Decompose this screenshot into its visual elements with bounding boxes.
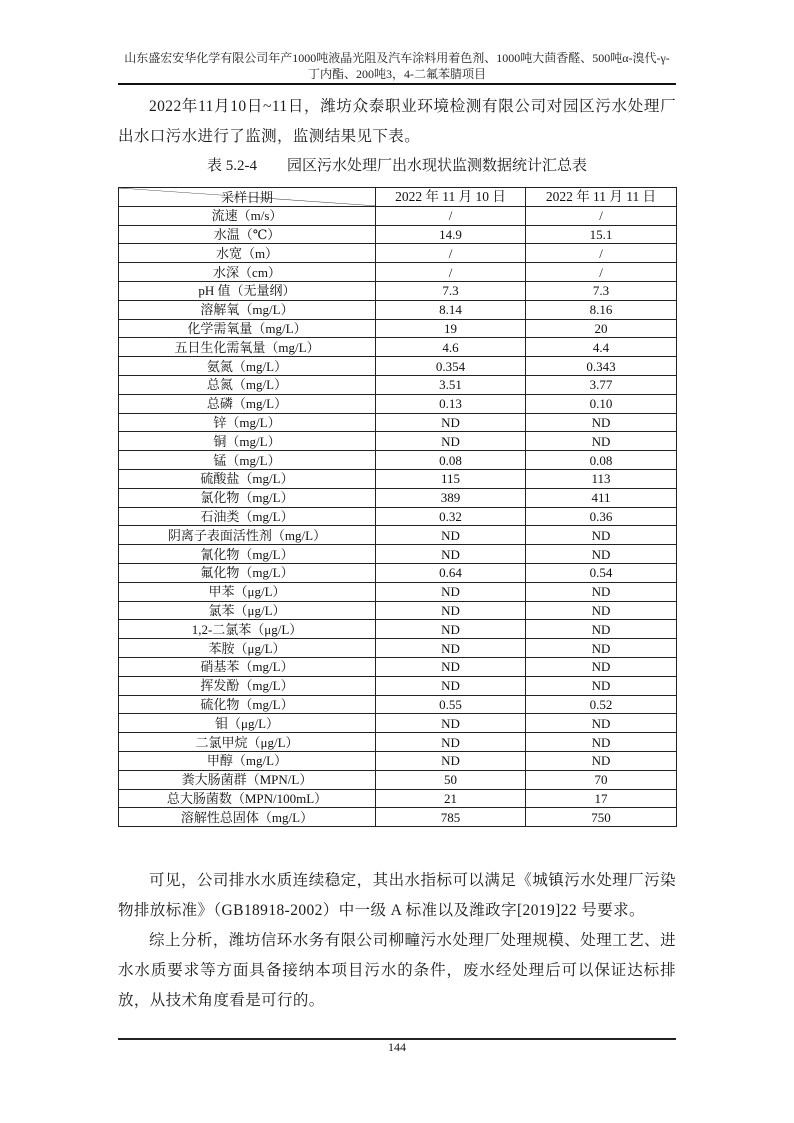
value-cell-date-1: ND bbox=[376, 545, 526, 564]
value-cell-date-2: 0.08 bbox=[526, 451, 677, 470]
value-cell-date-2: / bbox=[526, 206, 677, 225]
item-cell: 五日生化需氧量（mg/L） bbox=[119, 338, 376, 357]
value-cell-date-2: ND bbox=[526, 676, 677, 695]
value-cell-date-2: 70 bbox=[526, 770, 677, 789]
table-row bbox=[119, 206, 677, 225]
item-cell: 铜（mg/L） bbox=[119, 432, 376, 451]
value-cell-date-2: ND bbox=[526, 639, 677, 658]
item-cell: 1,2-二氯苯（μg/L） bbox=[119, 620, 376, 639]
table-header-row bbox=[119, 188, 677, 207]
header-line-1: 山东盛宏安华化学有限公司年产1000吨液晶光阻及汽车涂料用着色剂、1000吨大茴香醛、500吨α-溴代-γ- bbox=[124, 51, 670, 65]
value-cell-date-2: 0.343 bbox=[526, 357, 677, 376]
value-cell-date-1: ND bbox=[376, 676, 526, 695]
table-row bbox=[119, 582, 677, 601]
value-cell-date-1: 785 bbox=[376, 808, 526, 827]
value-cell-date-2: ND bbox=[526, 582, 677, 601]
value-cell-date-2: ND bbox=[526, 751, 677, 770]
table-row bbox=[119, 563, 677, 582]
value-cell-date-1: ND bbox=[376, 657, 526, 676]
table-row bbox=[119, 676, 677, 695]
column-header-date-1: 2022 年 11 月 10 日 bbox=[376, 188, 526, 207]
table-row bbox=[119, 225, 677, 244]
item-cell: 氯苯（μg/L） bbox=[119, 601, 376, 620]
value-cell-date-1: 0.64 bbox=[376, 563, 526, 582]
table-row bbox=[119, 451, 677, 470]
item-cell: 二氯甲烷（μg/L） bbox=[119, 733, 376, 752]
item-cell: 挥发酚（mg/L） bbox=[119, 676, 376, 695]
item-cell: 钼（μg/L） bbox=[119, 714, 376, 733]
item-cell: 总磷（mg/L） bbox=[119, 394, 376, 413]
value-cell-date-1: / bbox=[376, 206, 526, 225]
table-row bbox=[119, 789, 677, 808]
value-cell-date-1: ND bbox=[376, 582, 526, 601]
conclusion-paragraph-1: 可见，公司排水水质连续稳定，其出水指标可以满足《城镇污水处理厂污染物排放标准》（GB18918-2002）中一级 A 标准以及潍政字[2019]22 号要求。 bbox=[118, 872, 676, 919]
item-cell: pH 值（无量纲） bbox=[119, 281, 376, 300]
table-row bbox=[119, 751, 677, 770]
value-cell-date-2: 411 bbox=[526, 488, 677, 507]
item-cell: 流速（m/s） bbox=[119, 206, 376, 225]
table-row bbox=[119, 601, 677, 620]
value-cell-date-1: 3.51 bbox=[376, 375, 526, 394]
value-cell-date-2: ND bbox=[526, 714, 677, 733]
table-row bbox=[119, 808, 677, 827]
table-row bbox=[119, 394, 677, 413]
value-cell-date-2: 113 bbox=[526, 469, 677, 488]
item-cell: 甲苯（μg/L） bbox=[119, 582, 376, 601]
item-cell: 锰（mg/L） bbox=[119, 451, 376, 470]
item-cell: 粪大肠菌群（MPN/L） bbox=[119, 770, 376, 789]
value-cell-date-2: ND bbox=[526, 620, 677, 639]
value-cell-date-2: 3.77 bbox=[526, 375, 677, 394]
value-cell-date-1: / bbox=[376, 244, 526, 263]
header-date-label: 采样日期 bbox=[220, 190, 273, 205]
value-cell-date-1: 14.9 bbox=[376, 225, 526, 244]
conclusion-paragraph-2: 综上分析，潍坊信环水务有限公司柳疃污水处理厂处理规模、处理工艺、进水水质要求等方面具备接纳本项目污水的条件，废水经处理后可以保证达标排放，从技术角度看是可行的。 bbox=[118, 932, 676, 1009]
value-cell-date-2: 4.4 bbox=[526, 338, 677, 357]
item-cell: 水深（cm） bbox=[119, 263, 376, 282]
value-cell-date-1: ND bbox=[376, 620, 526, 639]
value-cell-date-2: ND bbox=[526, 432, 677, 451]
table-row bbox=[119, 263, 677, 282]
page-header bbox=[118, 50, 676, 82]
table-row bbox=[119, 244, 677, 263]
item-cell: 总氮（mg/L） bbox=[119, 375, 376, 394]
value-cell-date-2: / bbox=[526, 263, 677, 282]
monitoring-data-table bbox=[118, 187, 677, 827]
table-row bbox=[119, 319, 677, 338]
item-cell: 阴离子表面活性剂（mg/L） bbox=[119, 526, 376, 545]
value-cell-date-1: ND bbox=[376, 714, 526, 733]
table-row bbox=[119, 488, 677, 507]
table-row bbox=[119, 733, 677, 752]
item-cell: 氯化物（mg/L） bbox=[119, 488, 376, 507]
value-cell-date-1: 21 bbox=[376, 789, 526, 808]
table-row bbox=[119, 413, 677, 432]
value-cell-date-1: 8.14 bbox=[376, 300, 526, 319]
item-cell: 氰化物（mg/L） bbox=[119, 545, 376, 564]
header-line-2: 丁内酯、200吨3，4-二氟苯腈项目 bbox=[308, 67, 486, 81]
table-title: 园区污水处理厂出水现状监测数据统计汇总表 bbox=[286, 158, 587, 174]
table-body bbox=[119, 206, 677, 826]
value-cell-date-2: 7.3 bbox=[526, 281, 677, 300]
table-row bbox=[119, 469, 677, 488]
table-row bbox=[119, 526, 677, 545]
value-cell-date-2: 0.52 bbox=[526, 695, 677, 714]
item-cell: 苯胺（μg/L） bbox=[119, 639, 376, 658]
table-row bbox=[119, 338, 677, 357]
table-row bbox=[119, 281, 677, 300]
table-row bbox=[119, 639, 677, 658]
value-cell-date-2: ND bbox=[526, 545, 677, 564]
value-cell-date-1: ND bbox=[376, 601, 526, 620]
value-cell-date-1: 115 bbox=[376, 469, 526, 488]
table-row bbox=[119, 507, 677, 526]
value-cell-date-2: 17 bbox=[526, 789, 677, 808]
value-cell-date-1: 389 bbox=[376, 488, 526, 507]
table-row bbox=[119, 657, 677, 676]
value-cell-date-1: 0.13 bbox=[376, 394, 526, 413]
value-cell-date-2: 15.1 bbox=[526, 225, 677, 244]
value-cell-date-1: ND bbox=[376, 751, 526, 770]
table-row bbox=[119, 357, 677, 376]
table-row bbox=[119, 620, 677, 639]
value-cell-date-2: 750 bbox=[526, 808, 677, 827]
value-cell-date-1: 50 bbox=[376, 770, 526, 789]
table-row bbox=[119, 432, 677, 451]
value-cell-date-1: 19 bbox=[376, 319, 526, 338]
intro-paragraph: 2022年11月10日~11日，潍坊众泰职业环境检测有限公司对园区污水处理厂出水口污水进行了监测，监测结果见下表。 bbox=[118, 98, 676, 145]
value-cell-date-2: / bbox=[526, 244, 677, 263]
table-number: 表 5.2-4 bbox=[206, 158, 257, 174]
value-cell-date-1: 4.6 bbox=[376, 338, 526, 357]
item-cell: 锌（mg/L） bbox=[119, 413, 376, 432]
value-cell-date-2: ND bbox=[526, 733, 677, 752]
item-cell: 硝基苯（mg/L） bbox=[119, 657, 376, 676]
page-number: 144 bbox=[388, 1040, 406, 1054]
table-row bbox=[119, 770, 677, 789]
item-cell: 总大肠菌数（MPN/100mL） bbox=[119, 789, 376, 808]
value-cell-date-2: 20 bbox=[526, 319, 677, 338]
value-cell-date-1: 0.08 bbox=[376, 451, 526, 470]
item-cell: 甲醇（mg/L） bbox=[119, 751, 376, 770]
header-divider bbox=[118, 83, 676, 85]
item-cell: 溶解氧（mg/L） bbox=[119, 300, 376, 319]
value-cell-date-1: ND bbox=[376, 432, 526, 451]
item-cell: 氟化物（mg/L） bbox=[119, 563, 376, 582]
value-cell-date-2: 0.54 bbox=[526, 563, 677, 582]
table-row bbox=[119, 714, 677, 733]
diagonal-header-cell bbox=[119, 188, 376, 207]
value-cell-date-1: 7.3 bbox=[376, 281, 526, 300]
item-cell: 溶解性总固体（mg/L） bbox=[119, 808, 376, 827]
table-caption bbox=[118, 155, 676, 177]
value-cell-date-2: ND bbox=[526, 413, 677, 432]
value-cell-date-2: 0.36 bbox=[526, 507, 677, 526]
item-cell: 硫酸盐（mg/L） bbox=[119, 469, 376, 488]
item-cell: 化学需氧量（mg/L） bbox=[119, 319, 376, 338]
value-cell-date-1: ND bbox=[376, 413, 526, 432]
value-cell-date-2: 8.16 bbox=[526, 300, 677, 319]
item-cell: 硫化物（mg/L） bbox=[119, 695, 376, 714]
table-row bbox=[119, 375, 677, 394]
table-row bbox=[119, 300, 677, 319]
value-cell-date-2: ND bbox=[526, 526, 677, 545]
value-cell-date-1: / bbox=[376, 263, 526, 282]
column-header-date-2: 2022 年 11 月 11 日 bbox=[526, 188, 677, 207]
value-cell-date-1: 0.32 bbox=[376, 507, 526, 526]
value-cell-date-1: ND bbox=[376, 526, 526, 545]
table-row bbox=[119, 695, 677, 714]
value-cell-date-1: ND bbox=[376, 639, 526, 658]
item-cell: 氨氮（mg/L） bbox=[119, 357, 376, 376]
item-cell: 水温（℃） bbox=[119, 225, 376, 244]
value-cell-date-2: 0.10 bbox=[526, 394, 677, 413]
value-cell-date-2: ND bbox=[526, 657, 677, 676]
item-cell: 石油类（mg/L） bbox=[119, 507, 376, 526]
value-cell-date-1: 0.55 bbox=[376, 695, 526, 714]
table-row bbox=[119, 545, 677, 564]
value-cell-date-1: 0.354 bbox=[376, 357, 526, 376]
value-cell-date-2: ND bbox=[526, 601, 677, 620]
value-cell-date-1: ND bbox=[376, 733, 526, 752]
item-cell: 水宽（m） bbox=[119, 244, 376, 263]
